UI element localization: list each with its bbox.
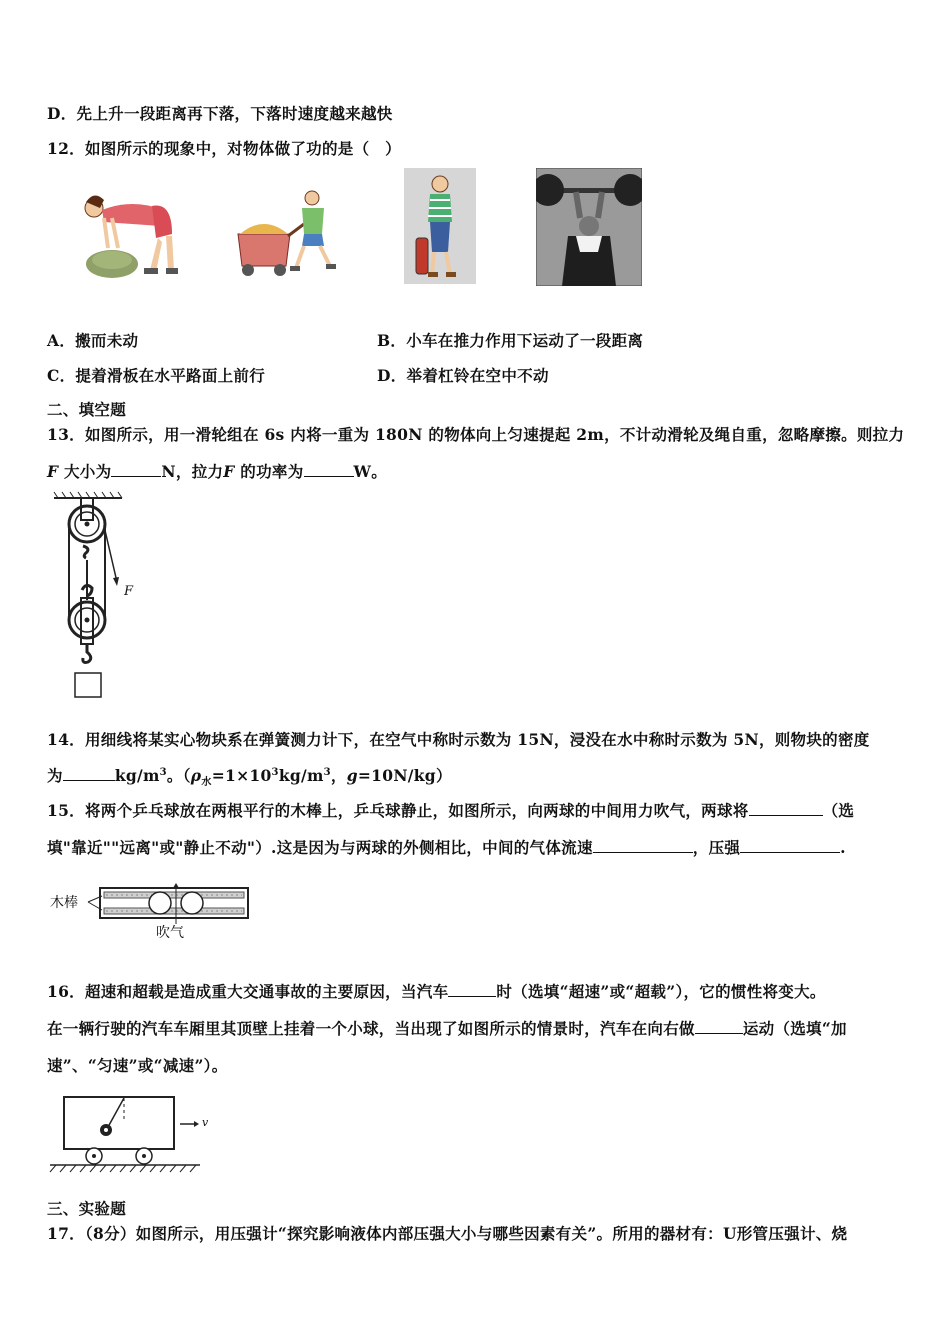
q13-var-f: F — [47, 462, 59, 481]
q12-option-b: B．小车在推力作用下运动了一段距离 — [377, 331, 644, 350]
q14-text: kg/m — [278, 766, 324, 785]
q15-line2 — [47, 836, 846, 858]
q15-text: . — [840, 838, 846, 857]
q15-pingpong-figure — [46, 880, 256, 942]
q13-text: 的功率为 — [234, 462, 304, 481]
q15-blank-2[interactable] — [593, 851, 693, 853]
q15-label-blow: 吹气 — [156, 925, 184, 941]
q16-text: 运动（选填“加 — [742, 1019, 847, 1038]
q16-line3: 速”、“匀速”或“减速”）。 — [47, 1056, 228, 1075]
q13-text: W。 — [353, 462, 388, 481]
q16-text: 16．超速和超载是造成重大交通事故的主要原因，当汽车 — [47, 982, 449, 1001]
q13-var-f: F — [223, 462, 235, 481]
section-3-heading: 三、实验题 — [47, 1199, 127, 1218]
q14-text: =1×10 — [211, 766, 272, 785]
q16-blank-2[interactable] — [695, 1032, 743, 1034]
q15-text: 填"靠近""远离"或"静止不动"）.这是因为与两球的外侧相比，中间的气体流速 — [47, 838, 593, 857]
q12-fig-c-image — [404, 168, 476, 284]
q13-line1: 13．如图所示，用一滑轮组在 6s 内将一重为 180N 的物体向上匀速提起 2m，不计动滑轮及绳自重，忽略摩擦。则拉力 — [47, 425, 905, 444]
q14-text: ， — [330, 766, 347, 785]
q14-var-g: g — [346, 766, 358, 785]
q12-option-a: A．搬而未动 — [47, 331, 139, 350]
q16-label-v: v — [202, 1116, 209, 1129]
q12-fig-d-image — [536, 168, 642, 286]
q12-option-c: C．提着滑板在水平路面上前行 — [47, 366, 266, 385]
q12-option-d: D．举着杠铃在空中不动 — [377, 366, 549, 385]
q16-line1 — [47, 980, 826, 1002]
q12-fig-a-image — [72, 178, 202, 282]
q13-blank-1[interactable] — [111, 475, 161, 477]
q15-blank-1[interactable] — [749, 814, 823, 816]
q14-line2 — [47, 764, 452, 788]
q15-label-stick: 木棒 — [50, 895, 78, 911]
q13-blank-2[interactable] — [304, 475, 354, 477]
q11-option-d: D．先上升一段距离再下落，下落时速度越来越快 — [47, 104, 393, 123]
q15-text: ，压强 — [692, 838, 741, 857]
q13-text: 大小为 — [58, 462, 112, 481]
q15-text: （选 — [822, 801, 855, 820]
q14-blank[interactable] — [63, 779, 115, 781]
q15-line1 — [47, 799, 854, 821]
q13-figure-label-f: F — [124, 584, 134, 599]
q15-text: 15．将两个乒乓球放在两根平行的木棒上，乒乓球静止，如图所示，向两球的中间用力吹气，两球将 — [47, 801, 749, 820]
q12-fig-b-image — [230, 184, 345, 279]
q16-car-figure — [46, 1094, 216, 1174]
q16-text: 时（选填“超速”或“超载”），它的惯性将变大。 — [496, 982, 826, 1001]
q17-line1: 17．（8分）如图所示，用压强计“探究影响液体内部压强大小与哪些因素有关”。所用的器材有：U形管压强计、烧 — [47, 1224, 848, 1243]
q14-text: 。（ — [166, 766, 191, 785]
q16-blank-1[interactable] — [448, 995, 496, 997]
q14-superscript: 3 — [271, 766, 279, 778]
q14-line1: 14．用细线将某实心物块系在弹簧测力计下，在空气中称时示数为 15N，浸没在水中称时示数为 5N，则物块的密度 — [47, 730, 870, 749]
q15-blank-3[interactable] — [740, 851, 840, 853]
q12-stem: 12．如图所示的现象中，对物体做了功的是（ ） — [47, 139, 401, 158]
q13-pulley-figure — [50, 490, 150, 702]
q13-line2 — [47, 460, 387, 482]
q16-text: 在一辆行驶的汽车车厢里其顶壁上挂着一个小球，当出现了如图所示的情景时，汽车在向右做 — [47, 1019, 695, 1038]
q13-text: N，拉力 — [161, 462, 224, 481]
q16-line2 — [47, 1017, 847, 1039]
q14-superscript: 3 — [159, 766, 167, 778]
section-2-heading: 二、填空题 — [47, 400, 127, 419]
q14-subscript: 水 — [201, 777, 212, 789]
q14-superscript: 3 — [323, 766, 331, 778]
q14-var-rho: ρ — [190, 766, 202, 785]
q14-text: =10N/kg） — [357, 766, 452, 785]
q14-text: 为 — [47, 766, 63, 785]
q14-text: kg/m — [114, 766, 160, 785]
